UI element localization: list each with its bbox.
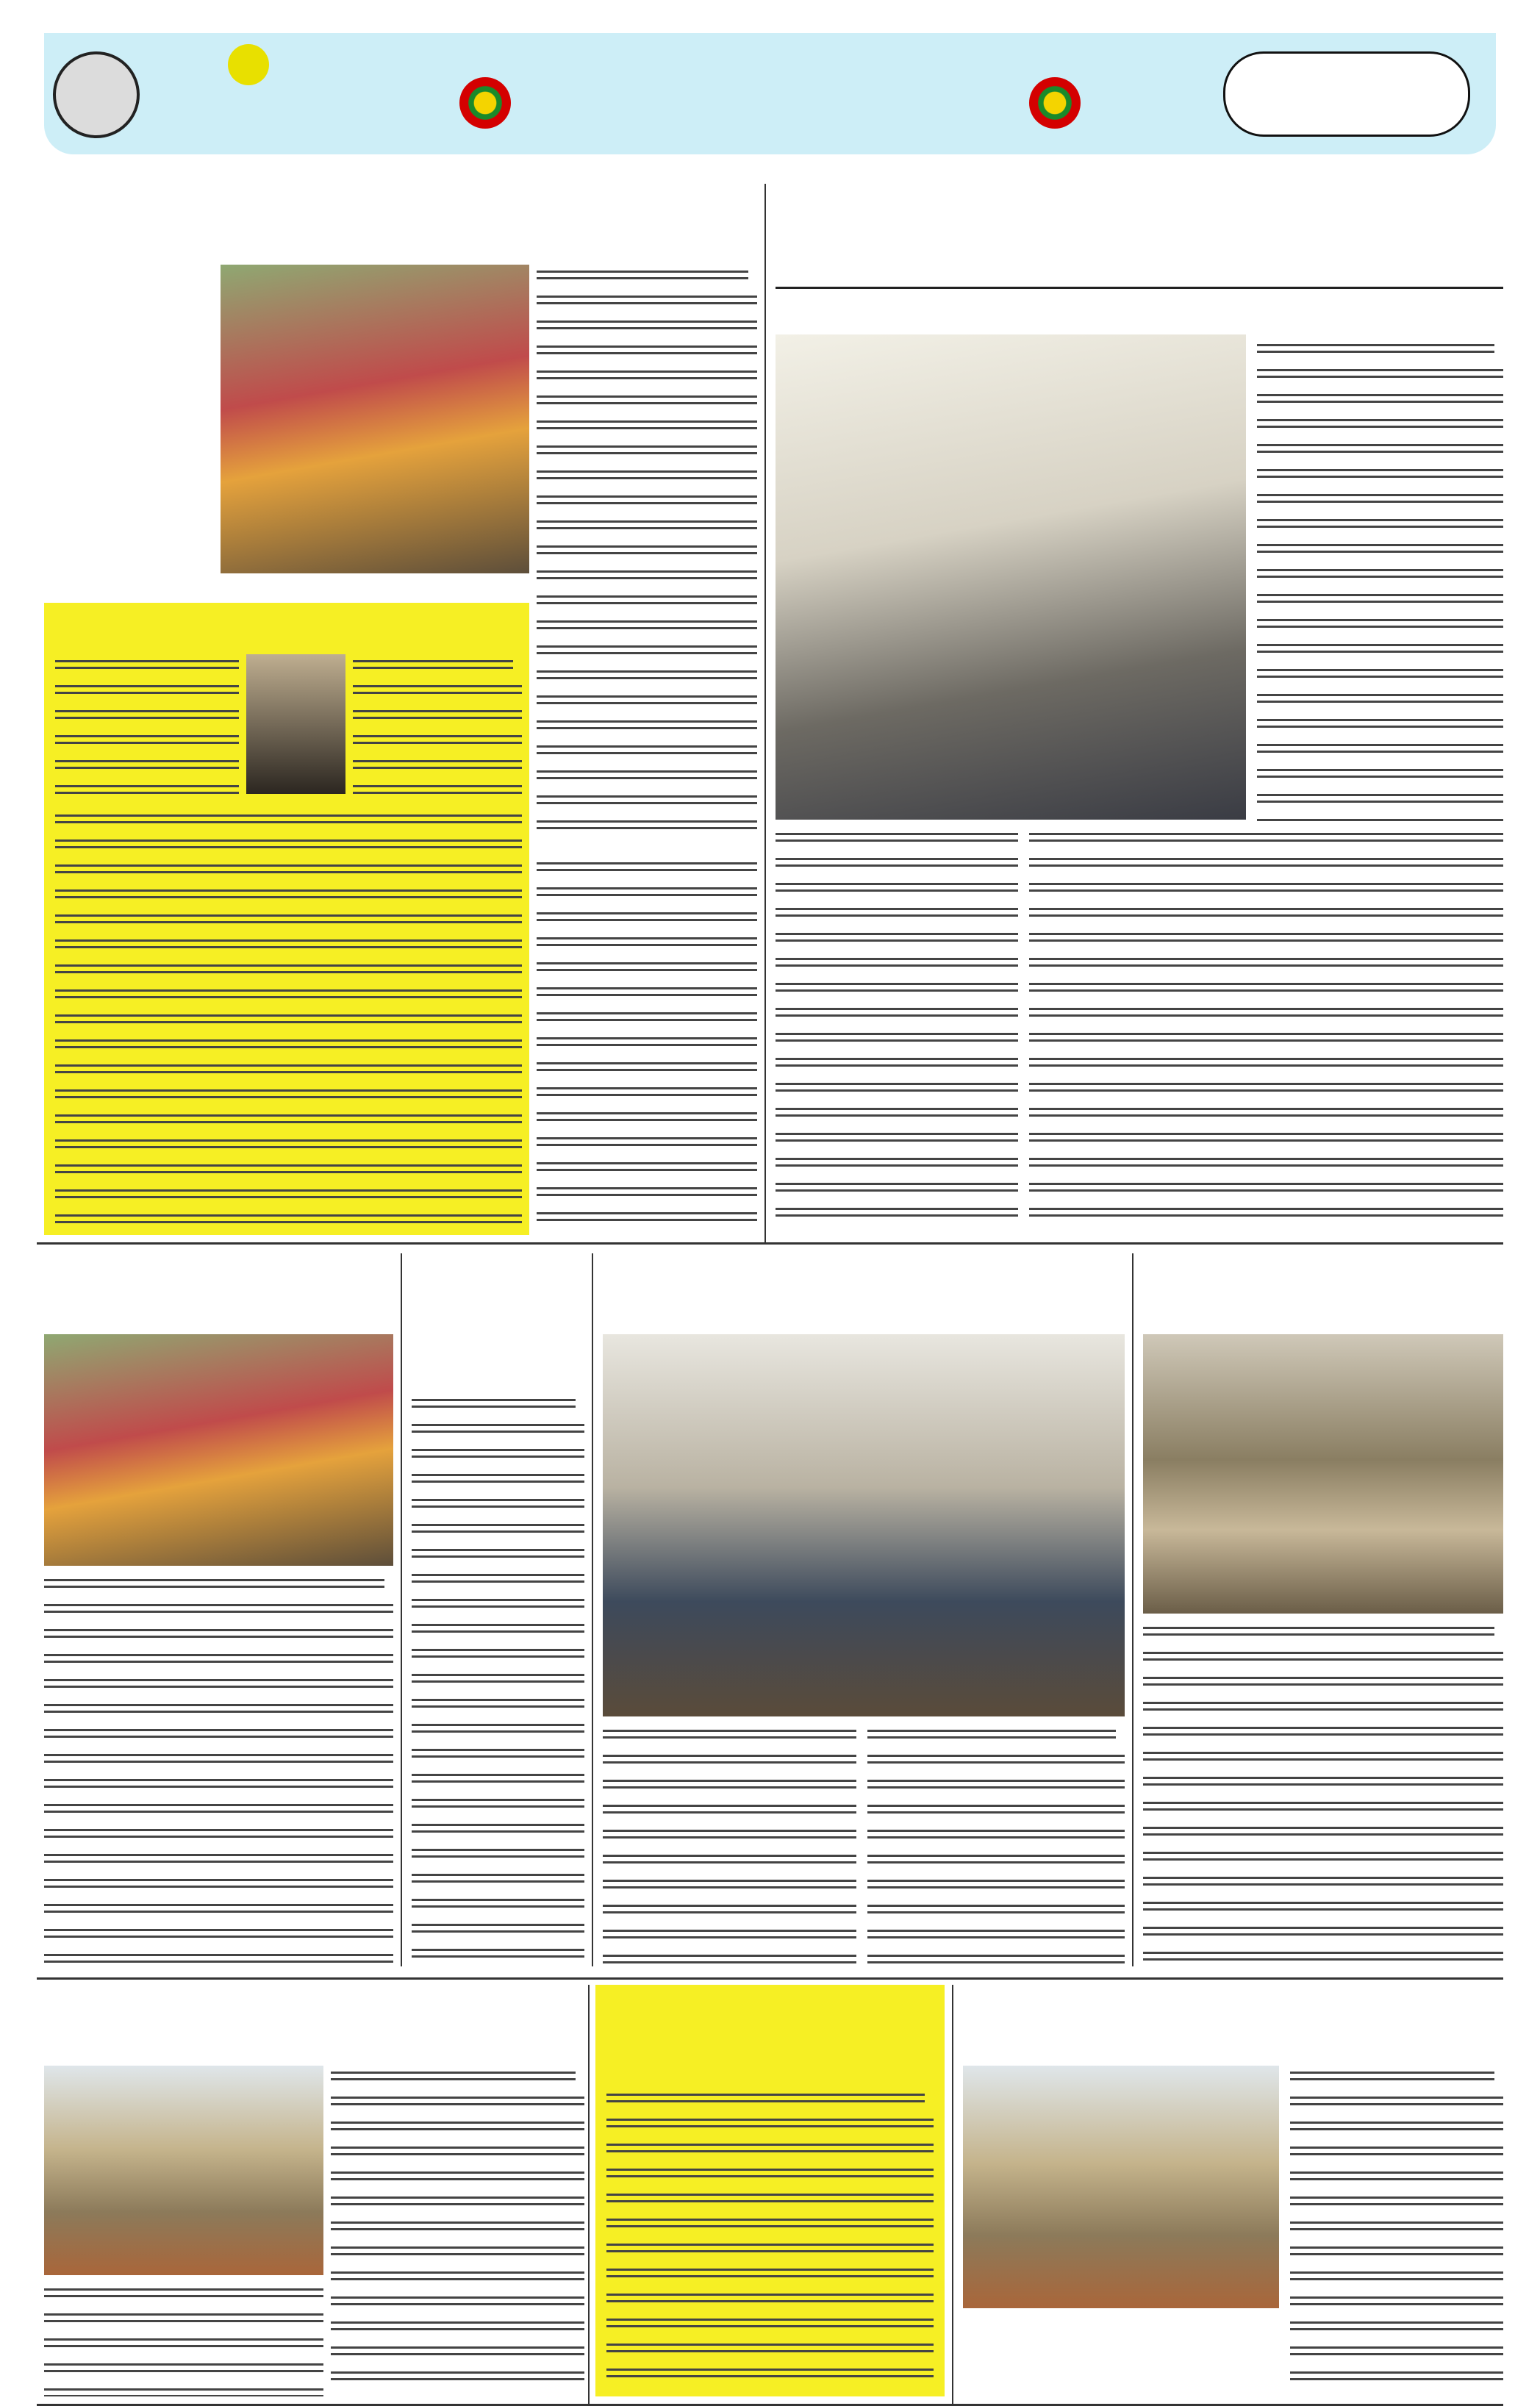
- article-body: [603, 1724, 856, 1966]
- health-centre-inspection-photo: [44, 2066, 323, 2275]
- article-body: [1257, 338, 1503, 823]
- article-dateline: [384, 1577, 393, 1594]
- article-body: [537, 856, 757, 1228]
- article-body: [1290, 2066, 1503, 2389]
- article-subheadline: [412, 1316, 584, 1389]
- article-subheadline: [776, 287, 1503, 330]
- article-body: [606, 2088, 934, 2389]
- article-dateline: [1494, 1625, 1503, 1642]
- article-body: [55, 654, 239, 801]
- city-name-urdu: [1223, 51, 1470, 137]
- article-body: [44, 1573, 393, 1966]
- article-body: [1143, 1621, 1503, 1966]
- article-dateline: [1494, 342, 1503, 359]
- meeting-photo: [776, 334, 1246, 820]
- section-divider: [37, 1242, 1503, 1245]
- article-body: [867, 1724, 1125, 1966]
- column-divider: [401, 1253, 402, 1966]
- brick-kiln-raid-photo: [963, 2066, 1279, 2308]
- article-dateline: [748, 268, 757, 286]
- arrest-photo: [1143, 1334, 1503, 1614]
- article-body: [353, 654, 522, 801]
- article-subheadline: [599, 2044, 941, 2080]
- sun-emblem-icon: [1029, 77, 1081, 129]
- article-dateline: [576, 1397, 584, 1414]
- mukhtar-ansari-photo: [246, 654, 345, 794]
- column-divider: [764, 184, 766, 1242]
- article-headline: [1143, 1253, 1503, 1334]
- article-headline: [599, 1988, 941, 2040]
- article-headline: [603, 1253, 1125, 1334]
- column-divider: [588, 1985, 590, 2404]
- article-body: [412, 1393, 584, 1966]
- article-headline: [37, 187, 757, 268]
- column-divider: [592, 1253, 593, 1966]
- article-body: [44, 2283, 323, 2396]
- article-dateline: [513, 658, 522, 676]
- article-headline: [963, 1985, 1503, 2058]
- accused-lineup-photo: [603, 1334, 1125, 1716]
- article-dateline: [1116, 1727, 1125, 1745]
- article-headline: [44, 1253, 393, 1334]
- article-dateline: [925, 2091, 934, 2109]
- column-divider: [1132, 1253, 1133, 1966]
- article-dateline: [576, 2069, 584, 2087]
- article-headline: [51, 606, 522, 651]
- article-headline: [776, 195, 1503, 276]
- sun-emblem-icon: [459, 77, 511, 129]
- article-body: [55, 809, 522, 1228]
- accident-crowd-photo: [44, 1334, 393, 1566]
- section-divider: [37, 1977, 1503, 1980]
- logo-number: [228, 44, 269, 85]
- column-divider: [952, 1985, 953, 2404]
- article-body: [776, 827, 1018, 1224]
- article-headline: [412, 1253, 584, 1312]
- lawyers-protest-photo: [221, 265, 529, 573]
- newspaper-logo: [147, 44, 316, 140]
- article-dateline: [1494, 2069, 1503, 2087]
- page-number: [53, 51, 140, 138]
- article-body: [331, 2066, 584, 2396]
- article-headline: [44, 1985, 584, 2058]
- article-body: [537, 265, 757, 845]
- article-body: [1029, 827, 1503, 1224]
